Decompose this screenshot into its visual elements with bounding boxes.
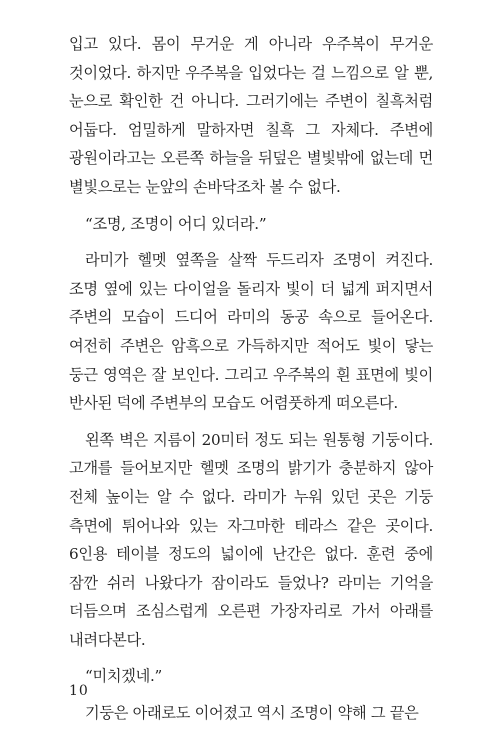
paragraph: 라미가 헬멧 옆쪽을 살짝 두드리자 조명이 켜진다. 조명 옆에 있는 다이얼을 돌리자 빛이 더 넓게 퍼지면서 주변의 모습이 드디어 라미의 동공 속으로 들어온다. 여전히 주변은 암흑으로 가득하지만 적어도 빛이 닿는 둥근 영역은 잘 보인다. 그리고 우주복의 흰 표면에 빛이 반사된 덕에 주변부의 모습도 어렴풋하게 떠오른다.: [69, 251, 433, 413]
page-number: 10: [69, 683, 89, 699]
paragraph: 왼쪽 벽은 지름이 20미터 정도 되는 원통형 기둥이다. 고개를 들어보지만 헬멧 조명의 밝기가 충분하지 않아 전체 높이는 알 수 없다. 라미가 누워 있던 곳은 기둥 측면에 튀어나와 있는 자그마한 테라스 같은 곳이다. 6인용 테이블 정도의 넓이에 난간은 없다. 훈련 중에 잠깐 쉬러 나왔다가 잠이라도 들었나? 라미는 기억을 더듬으며 조심스럽게 오른편 가장자리로 가서 아래를 내려다본다.: [69, 430, 433, 649]
paragraph: 기둥은 아래로도 이어졌고 역시 조명이 약해 그 끝은: [85, 704, 419, 723]
dialogue-paragraph: “미치겠네.”: [85, 667, 162, 686]
dialogue-paragraph: “조명, 조명이 어디 있더라.”: [85, 214, 267, 233]
body-text: [69, 30, 433, 736]
paragraph: 입고 있다. 몸이 무거운 게 아니라 우주복이 무거운 것이었다. 하지만 우주복을 입었다는 걸 느낌으로 알 뿐, 눈으로 확인한 건 아니다. 그러기에는 주변이 칠흑처럼 어둡다. 엄밀하게 말하자면 칠흑 그 자체다. 주변에 광원이라고는 오른쪽 하늘을 뒤덮은 별빛밖에 없는데 먼 별빛으로는 눈앞의 손바닥조차 볼 수 없다.: [69, 35, 433, 196]
